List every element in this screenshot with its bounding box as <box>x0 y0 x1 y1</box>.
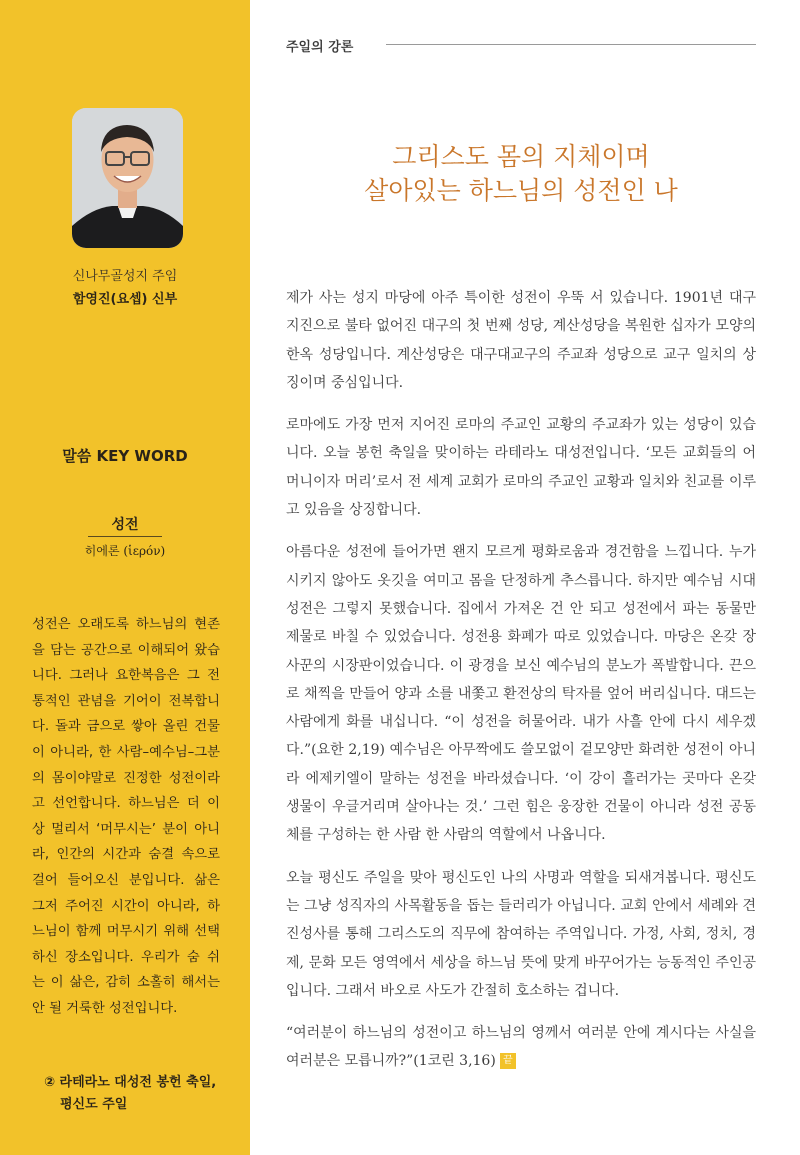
keyword-explanation: 성전은 오래도록 하느님의 현존을 담는 공간으로 이해되어 왔습니다. 그러나 요한복음은 그 전통적인 관념을 기어이 전복합니다. 돌과 금으로 쌓아 올린 건물이 아니라, 한 사람–예수님–그분의 몸이야말로 진정한 성전이라고 선언합니다. 하느님은 더 이상 멀리서 ‘머무시는’ 분이 아니라, 인간의 시간과 숨결 속으로 걸어 들어오신 분입니다. 삶은 그저 주어진 시간이 아니라, 하느님이 함께 머무시기 위해 선택하신 장소입니다. 우리가 숨 쉬는 이 삶은, 감히 소홀히 해서는 안 될 거룩한 성전입니다. <box>32 617 220 1016</box>
article-body <box>286 284 756 1090</box>
keyword-divider <box>88 536 162 537</box>
author-photo <box>72 108 183 248</box>
title-line-2: 살아있는 하느님의 성전인 나 <box>364 176 678 205</box>
article-paragraph: 오늘 평신도 주일을 맞아 평신도인 나의 사명과 역할을 되새겨봅니다. 평신도는 그냥 성직자의 사목활동을 돕는 들러리가 아닙니다. 교회 안에서 세례와 견진성사를 통해 그리스도의 직무에 참여하는 주역입니다. 가정, 사회, 정치, 경제, 문화 모든 영역에서 세상을 하느님 뜻에 맞게 바꾸어가는 능동적인 주인공입니다. 그래서 바오로 사도가 간절히 호소하는 겁니다. <box>286 869 756 999</box>
series-label: 주일의 강론 <box>286 40 354 55</box>
liturgical-date-line2: 평신도 주일 <box>60 1097 128 1112</box>
article-paragraph: 로마에도 가장 먼저 지어진 로마의 주교인 교황의 주교좌가 있는 성당이 있습니다. 오늘 봉헌 축일을 맞이하는 라테라노 대성전입니다. ‘모든 교회들의 어머니이자 머리’로서 전 세계 교회가 로마의 주교인 교황과 일치와 친교를 이루고 있음을 상징합니다. <box>286 417 756 519</box>
author-role: 신나무골성지 주임 <box>72 269 178 284</box>
header-rule <box>386 44 756 45</box>
title-line-1: 그리스도 몸의 지체이며 <box>392 142 650 171</box>
keyword-heading: 말씀 KEY WORD <box>62 447 188 465</box>
keyword-term: 성전 <box>111 517 139 533</box>
article-title <box>286 140 756 208</box>
liturgical-date-line1: ② 라테라노 대성전 봉헌 축일, <box>44 1075 217 1090</box>
article-paragraph: 아름다운 성전에 들어가면 왠지 모르게 평화로움과 경건함을 느낍니다. 누가 시키지 않아도 옷깃을 여미고 몸을 단정하게 추스릅니다. 하지만 예수님 시대 성전은 그렇지 못했습니다. 집에서 가져온 건 안 되고 성전에서 파는 동물만 제물로 바칠 수 있었습니다. 성전용 화폐가 따로 있었습니다. 마당은 온갖 장사꾼의 시장판이었습니다. 이 광경을 보신 예수님의 분노가 폭발합니다. 끈으로 채찍을 만들어 양과 소를 내쫓고 환전상의 탁자를 엎어 버리십니다. 대드는 사람에게 화를 내십니다. “이 성전을 허물어라. 내가 사흘 안에 다시 세우겠다.”(요한 2,19) 예수님은 아무짝에도 쓸모없이 겉모양만 화려한 성전이 아니라 에제키엘이 말하는 성전을 바라셨습니다. ‘이 강이 흘러가는 곳마다 온갖 생물이 우글거리며 살아나는 것.’ 그런 힘은 웅장한 건물이 아니라 성전 공동체를 구성하는 한 사람 한 사람의 역할에서 나옵니다. <box>286 544 756 844</box>
article-closing-paragraph <box>286 1019 756 1076</box>
keyword-greek: 히에론 (ἱερόν) <box>84 544 166 558</box>
end-mark: 끝 <box>500 1053 516 1069</box>
sidebar <box>0 0 250 1155</box>
liturgical-date <box>44 1072 234 1116</box>
closing-quote: “여러분이 하느님의 성전이고 하느님의 영께서 여러분 안에 계시다는 사실을 여러분은 모릅니까?”(1코린 3,16) <box>286 1025 756 1070</box>
article-paragraph: 제가 사는 성지 마당에 아주 특이한 성전이 우뚝 서 있습니다. 1901년 대구 지진으로 불타 없어진 대구의 첫 번째 성당, 계산성당을 복원한 십자가 모양의 한옥 성당입니다. 계산성당은 대구대교구의 주교좌 성당으로 교구 일치의 상징이며 중심입니다. <box>286 290 756 391</box>
author-name: 함영진(요셉) 신부 <box>72 292 178 307</box>
